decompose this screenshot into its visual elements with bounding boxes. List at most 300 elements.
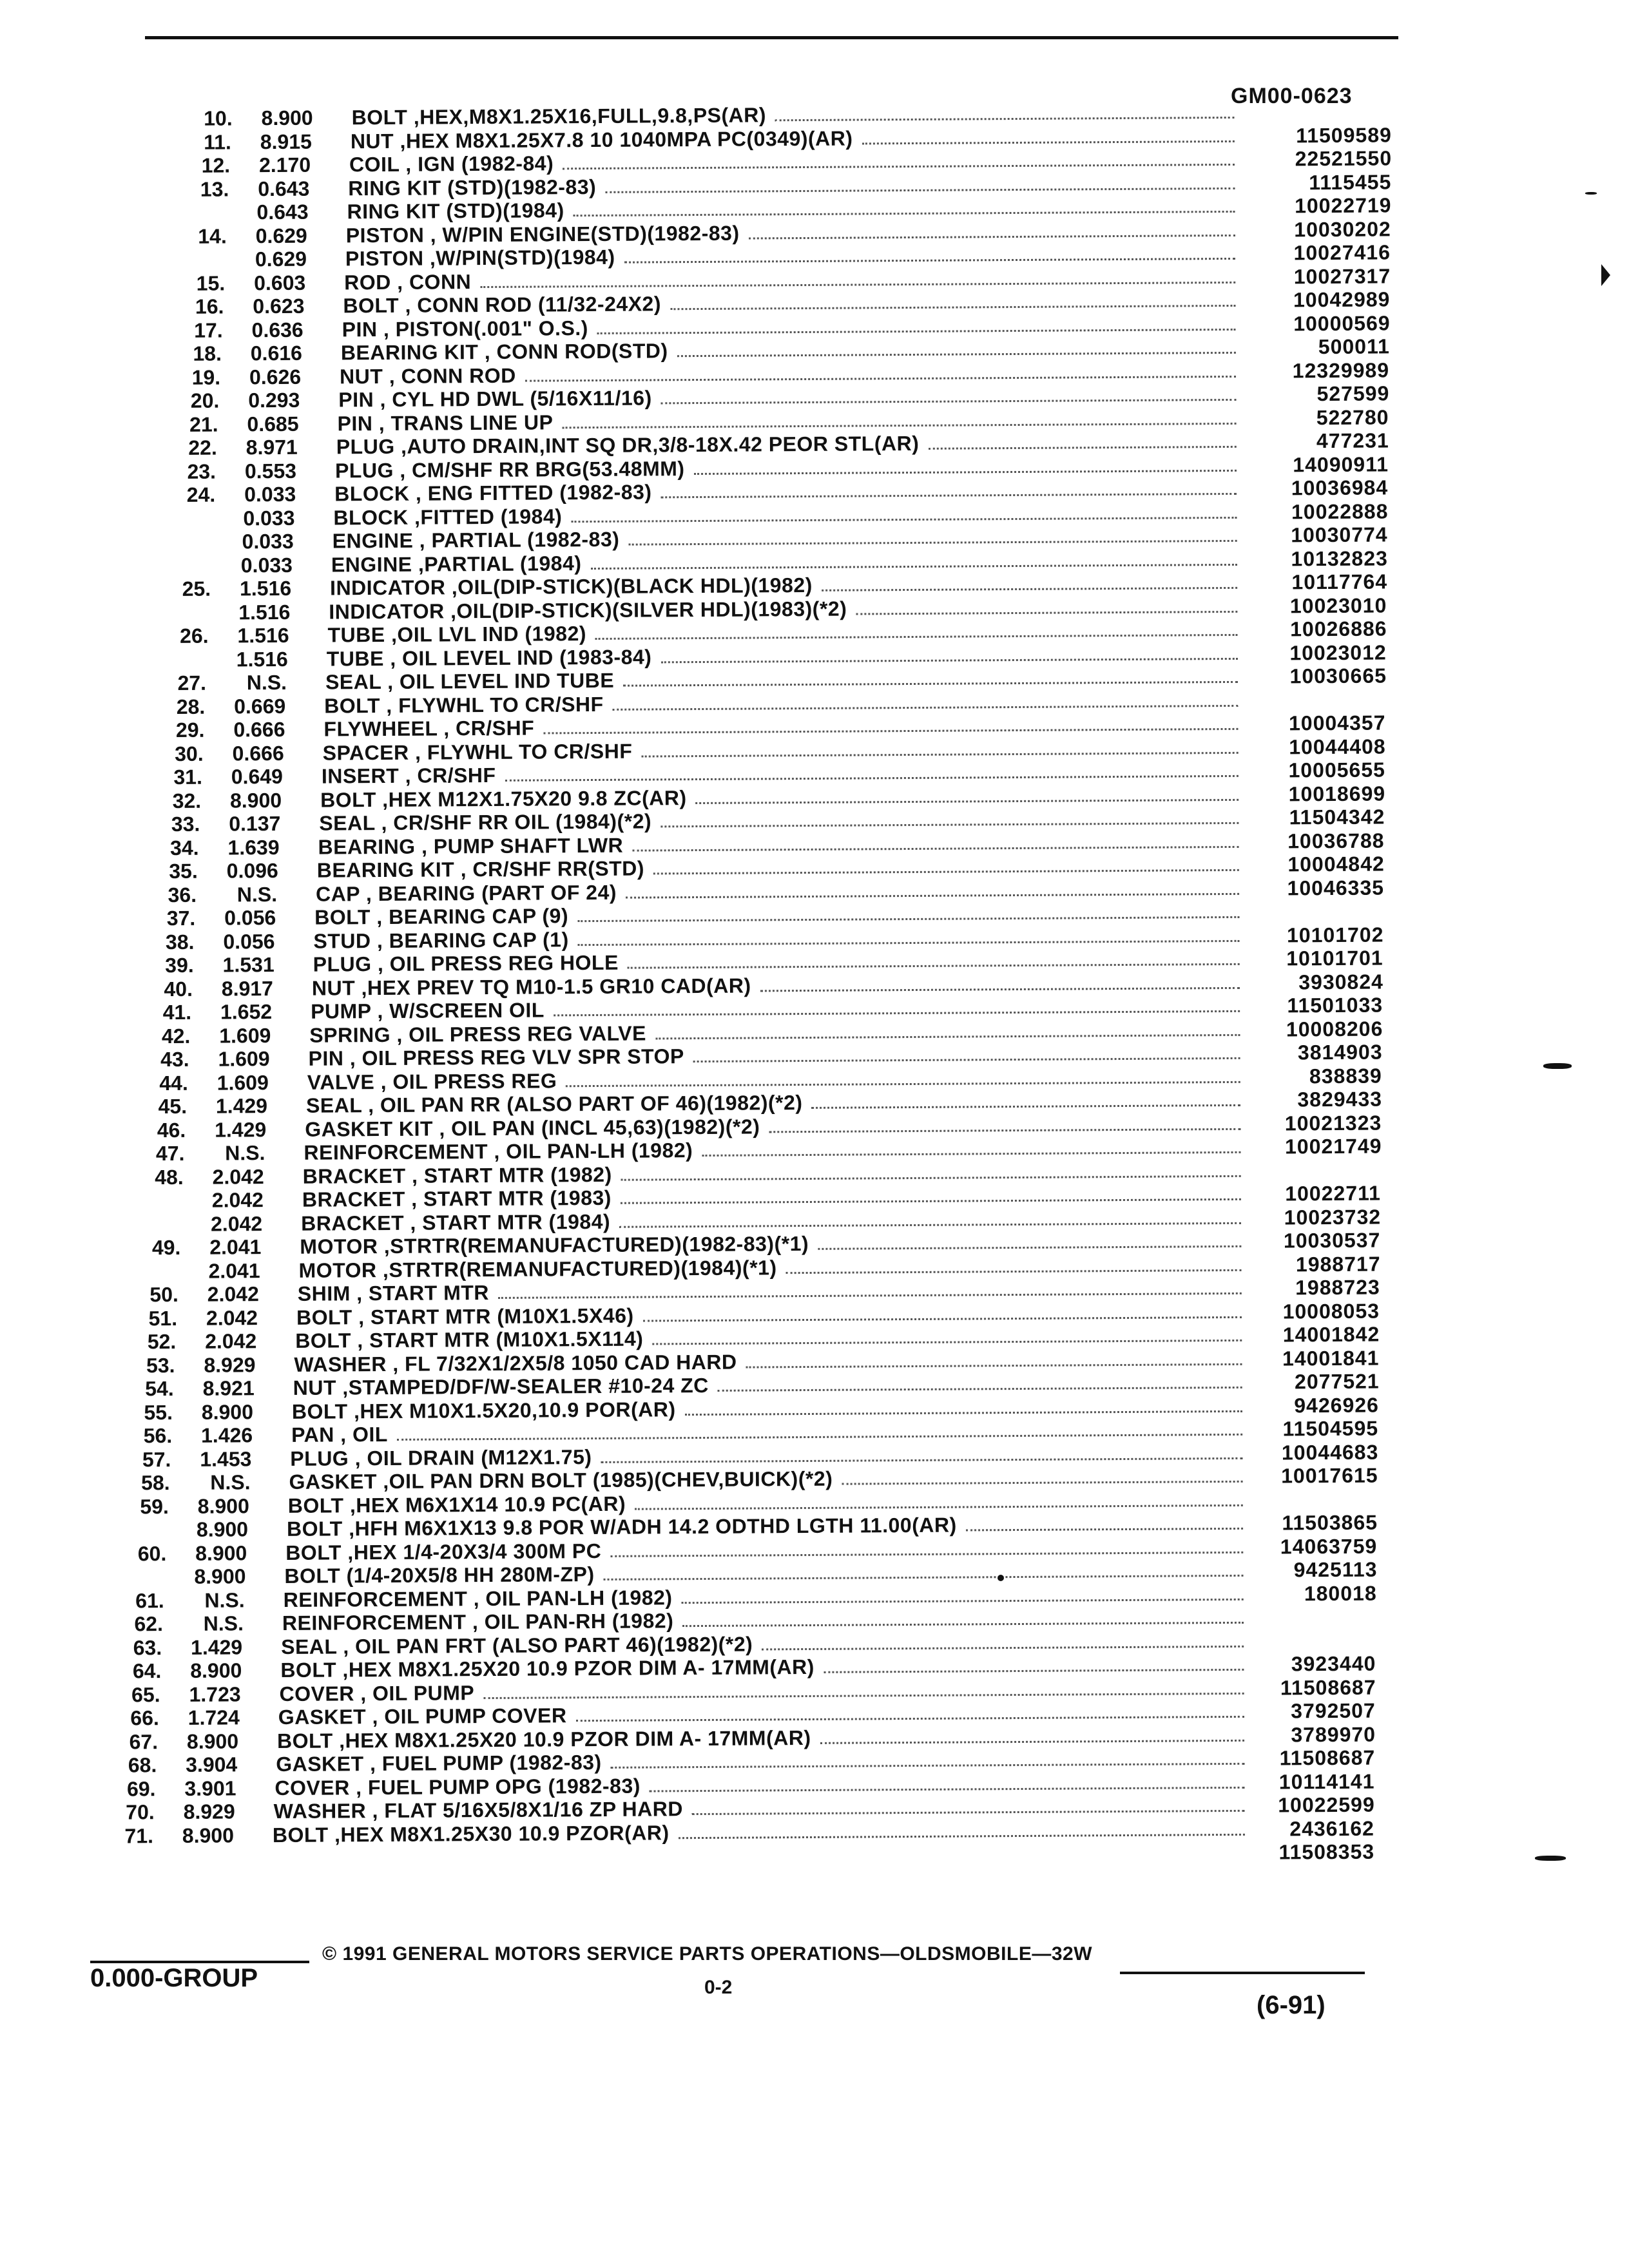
part-description: MOTOR ,STRTR(REMANUFACTURED)(1982-83)(*1) (300, 1231, 809, 1258)
item-number: 38. (165, 930, 195, 954)
part-number: 10023732 (1284, 1205, 1382, 1229)
group-number: 0.636 (251, 318, 304, 341)
part-description: BEARING , PUMP SHAFT LWR (318, 833, 624, 859)
part-description: PIN , CYL HD DWL (5/16X11/16) (338, 386, 652, 412)
item-number: 31. (173, 765, 203, 789)
item-number: 64. (132, 1659, 162, 1683)
dot-leader (397, 1434, 1242, 1441)
dot-leader (653, 869, 1239, 875)
part-description: PISTON , W/PIN ENGINE(STD)(1982-83) (345, 221, 740, 247)
part-number (1267, 1628, 1376, 1629)
part-description: GASKET KIT , OIL PAN (INCL 45,63)(1982)(*2) (305, 1114, 760, 1141)
item-number: 52. (147, 1329, 177, 1354)
item-number: 47. (155, 1141, 185, 1166)
part-description: PUMP , W/SCREEN OIL (311, 998, 545, 1023)
group-number: N.S. (225, 1141, 265, 1165)
dot-leader (574, 211, 1235, 216)
dot-leader (610, 1551, 1243, 1557)
dot-leader (820, 1739, 1244, 1744)
part-description: MOTOR ,STRTR(REMANUFACTURED)(1984)(*1) (298, 1255, 777, 1282)
dot-leader (660, 493, 1237, 498)
part-description: INSERT , CR/SHF (321, 763, 496, 788)
group-number: 0.666 (232, 741, 284, 765)
part-number: 10004357 (1288, 711, 1386, 735)
item-number: 63. (133, 1635, 162, 1659)
dot-leader (856, 610, 1237, 615)
dot-leader (498, 1293, 1242, 1299)
part-description: SHIM , START MTR (297, 1281, 490, 1305)
dot-leader (818, 1245, 1241, 1250)
part-number: 3792507 (1291, 1698, 1376, 1723)
scan-mark (1535, 1856, 1566, 1861)
group-number: 2.042 (205, 1329, 257, 1353)
part-number: 10021749 (1284, 1134, 1382, 1158)
dot-leader (749, 234, 1235, 239)
item-number: 28. (176, 695, 206, 718)
part-description: WASHER , FL 7/32X1/2X5/8 1050 CAD HARD (294, 1350, 737, 1376)
part-description: BOLT ,HEX M6X1X14 10.9 PC(AR) (287, 1492, 626, 1517)
part-number: 10036788 (1287, 829, 1385, 852)
item-number: 68. (128, 1753, 157, 1777)
item-number: 18. (193, 341, 222, 365)
part-number: 500011 (1318, 334, 1390, 359)
part-description: SEAL , OIL PAN FRT (ALSO PART 46)(1982)(*2) (281, 1632, 753, 1658)
part-number: 11504342 (1289, 805, 1385, 829)
parts-list (0, 98, 1629, 1872)
group-number: 2.042 (207, 1282, 259, 1306)
group-number: 1.724 (188, 1706, 240, 1729)
group-number: 1.609 (218, 1047, 270, 1071)
item-number: 57. (142, 1447, 171, 1471)
item-number: 11. (204, 130, 231, 154)
item-number: 29. (175, 718, 205, 742)
part-number: 10132823 (1291, 546, 1388, 570)
dot-leader (612, 704, 1238, 710)
item-number: 69. (126, 1776, 156, 1800)
group-number: 1.426 (200, 1423, 253, 1447)
part-description: ROD , CONN (344, 269, 472, 294)
dot-leader (619, 1222, 1241, 1227)
item-number: 49. (151, 1235, 181, 1260)
part-number: 10046335 (1287, 876, 1385, 899)
part-description: BRACKET , START MTR (1983) (302, 1186, 612, 1211)
dot-leader (563, 164, 1235, 169)
dot-leader (677, 352, 1236, 357)
part-description: BOLT , START MTR (M10X1.5X46) (296, 1303, 634, 1329)
part-number: 10101702 (1286, 923, 1384, 947)
page-number: 0-2 (704, 1977, 733, 1998)
item-number: 16. (195, 294, 224, 318)
dot-leader (601, 1457, 1242, 1463)
part-number: 10022719 (1295, 193, 1392, 218)
group-number: 0.293 (248, 388, 300, 412)
dot-leader (786, 1269, 1242, 1273)
dot-leader (633, 845, 1239, 851)
part-number: 10044408 (1289, 734, 1386, 758)
group-number: 0.629 (255, 224, 307, 247)
group-number: 1.652 (220, 1000, 273, 1024)
item-number: 39. (165, 953, 194, 977)
date-code: (6-91) (1257, 1991, 1325, 2019)
part-number: 10030537 (1283, 1228, 1381, 1253)
group-number: 1.429 (215, 1117, 267, 1142)
part-description: RING KIT (STD)(1984) (347, 198, 564, 224)
part-number: 2436162 (1289, 1816, 1375, 1840)
part-number: 9425113 (1293, 1557, 1378, 1582)
part-description: PIN , OIL PRESS REG VLV SPR STOP (308, 1044, 684, 1070)
item-number: 62. (134, 1612, 164, 1636)
dot-leader (576, 1716, 1244, 1722)
part-number: 14001841 (1282, 1346, 1380, 1370)
item-number: 54. (145, 1376, 174, 1401)
item-number: 21. (189, 412, 218, 436)
part-number: 10030774 (1291, 523, 1388, 547)
part-description: BLOCK , ENG FITTED (1982-83) (334, 480, 652, 506)
dot-leader (591, 563, 1237, 569)
item-number: 43. (160, 1047, 189, 1072)
group-number: 0.629 (255, 247, 307, 271)
part-number: 10004842 (1287, 852, 1385, 876)
item-number: 17. (194, 318, 223, 342)
part-number: 10018699 (1288, 781, 1386, 805)
part-number: 14001842 (1282, 1322, 1380, 1347)
group-number: 2.041 (208, 1258, 260, 1283)
group-number: 0.649 (231, 764, 284, 789)
group-number: 3.901 (184, 1776, 236, 1800)
item-number: 40. (164, 977, 193, 1001)
dot-leader (621, 1175, 1241, 1180)
part-number: 10008053 (1282, 1299, 1380, 1323)
part-number: 10008206 (1286, 1017, 1383, 1041)
part-number: 838839 (1309, 1064, 1382, 1088)
part-number: 11504595 (1282, 1416, 1379, 1441)
part-number: 10044683 (1281, 1440, 1379, 1464)
group-number: 1.429 (190, 1635, 243, 1659)
part-number: 10026886 (1290, 617, 1387, 641)
part-number: 14090911 (1293, 452, 1389, 476)
dot-leader (563, 422, 1237, 428)
dot-leader (679, 1833, 1245, 1838)
group-number: 0.669 (234, 694, 286, 718)
dot-leader (621, 1198, 1241, 1204)
part-number: 11508687 (1279, 1745, 1376, 1770)
dot-leader (571, 516, 1237, 522)
part-description: PISTON ,W/PIN(STD)(1984) (345, 245, 615, 271)
dot-leader (811, 1104, 1240, 1109)
group-number: 0.033 (244, 482, 296, 506)
dot-leader (842, 1481, 1243, 1485)
dot-leader (762, 1645, 1244, 1650)
group-number: 8.900 (201, 1399, 254, 1424)
part-description: PLUG , CM/SHF RR BRG(53.48MM) (334, 456, 685, 482)
dot-leader (760, 986, 1240, 992)
group-number: 0.033 (243, 506, 295, 530)
group-number: 0.643 (256, 200, 309, 224)
dot-leader (682, 1598, 1244, 1603)
group-number: 1.429 (215, 1094, 268, 1118)
group-number: 0.666 (233, 717, 285, 742)
group-label: 0.000-GROUP (90, 1964, 258, 1992)
part-description: BOLT (1/4-20X5/8 HH 280M-ZP) (284, 1562, 595, 1588)
group-number: 0.623 (253, 294, 305, 318)
part-number: 10101701 (1286, 946, 1383, 970)
group-number: 1.516 (238, 600, 291, 624)
part-description: WASHER , FLAT 5/16X5/8X1/16 ZP HARD (273, 1797, 683, 1823)
part-description: PLUG , OIL PRESS REG HOLE (313, 950, 619, 976)
group-number: N.S. (236, 882, 278, 906)
part-number: 3814903 (1297, 1040, 1383, 1064)
dot-leader (650, 1786, 1245, 1792)
item-number: 12. (201, 153, 231, 177)
dot-leader (692, 1810, 1245, 1815)
item-number: 37. (166, 906, 196, 930)
group-number: 8.900 (186, 1729, 239, 1753)
dot-leader (643, 1316, 1242, 1321)
part-description: BOLT ,HEX M8X1.25X30 10.9 PZOR(AR) (272, 1820, 670, 1847)
part-number: 3930824 (1298, 970, 1383, 994)
item-number: 25. (182, 577, 211, 601)
dot-leader (660, 399, 1236, 404)
item-number: 45. (158, 1094, 188, 1119)
part-number: 477231 (1316, 428, 1389, 453)
part-description: CAP , BEARING (PART OF 24) (315, 880, 617, 906)
item-number: 44. (159, 1071, 188, 1095)
item-number: 42. (161, 1024, 191, 1048)
item-number: 58. (140, 1471, 170, 1495)
part-number: 11503865 (1282, 1510, 1378, 1535)
part-description: BEARING KIT , CR/SHF RR(STD) (316, 856, 645, 882)
group-number: 8.971 (246, 435, 298, 459)
dot-leader (610, 1763, 1244, 1769)
part-description: SPACER , FLYWHL TO CR/SHF (322, 739, 633, 765)
part-description: BOLT , BEARING CAP (9) (314, 904, 569, 929)
group-number: 2.042 (206, 1305, 258, 1330)
item-number: 51. (148, 1306, 178, 1330)
group-number: 8.900 (190, 1658, 242, 1682)
dot-leader (702, 1151, 1240, 1157)
group-number: 0.553 (244, 459, 297, 483)
part-description: TUBE ,OIL LVL IND (1982) (327, 622, 587, 647)
part-number: 12329989 (1292, 358, 1390, 382)
item-number: 24. (186, 483, 216, 506)
dot-leader (635, 1504, 1243, 1510)
group-number: 2.041 (209, 1235, 262, 1259)
dot-leader (718, 1387, 1242, 1392)
dot-leader (577, 939, 1239, 945)
group-number: 1.609 (219, 1023, 271, 1048)
group-number: 8.900 (194, 1564, 246, 1588)
group-number: 0.137 (229, 811, 281, 836)
part-number: 10114141 (1278, 1769, 1375, 1794)
group-number: 8.900 (196, 1517, 249, 1541)
dot-leader (525, 375, 1236, 381)
item-number: 67. (129, 1729, 159, 1753)
part-number: 180018 (1304, 1581, 1377, 1605)
footer-rule-left (90, 1961, 309, 1963)
item-number: 34. (169, 836, 199, 860)
item-number: 10. (204, 106, 233, 130)
part-number: 10022711 (1285, 1181, 1381, 1206)
item-number: 13. (200, 177, 229, 201)
part-description: REINFORCEMENT , OIL PAN-LH (1982) (283, 1585, 673, 1611)
part-description: BRACKET , START MTR (1984) (301, 1209, 611, 1235)
group-number: 0.643 (258, 177, 310, 200)
item-number: 19. (191, 365, 221, 389)
item-number: 46. (157, 1118, 186, 1142)
part-description: STUD , BEARING CAP (1) (313, 927, 569, 953)
part-description: NUT ,STAMPED/DF/W-SEALER #10-24 ZC (293, 1373, 709, 1399)
group-number: 0.096 (226, 858, 278, 883)
part-description: SEAL , OIL PAN RR (ALSO PART OF 46)(1982)(*2) (305, 1091, 803, 1117)
group-number: 3.904 (186, 1753, 238, 1776)
group-number: 2.170 (258, 153, 311, 177)
part-number: 1988717 (1295, 1252, 1381, 1276)
group-number: 8.900 (197, 1494, 249, 1518)
group-number: 0.626 (249, 365, 302, 389)
group-number: 0.056 (224, 906, 276, 930)
part-number: 10042989 (1293, 287, 1391, 312)
item-number: 33. (171, 812, 200, 836)
scan-mark (998, 1575, 1004, 1581)
part-description: NUT ,HEX M8X1.25X7.8 10 1040MPA PC(0349)(AR) (350, 126, 853, 153)
group-number: 8.917 (221, 976, 274, 1001)
part-description: COIL , IGN (1982-84) (349, 151, 554, 177)
part-number: 22521550 (1295, 146, 1393, 171)
group-number: 1.723 (189, 1682, 241, 1706)
item-number: 36. (168, 883, 197, 907)
part-description: BOLT ,HFH M6X1X13 9.8 POR W/ADH 14.2 ODTHD LGTH 11.00(AR) (286, 1513, 957, 1541)
dot-leader (661, 657, 1238, 662)
item-number: 59. (140, 1494, 169, 1518)
item-number: 26. (179, 624, 209, 648)
part-description: BOLT , START MTR (M10X1.5X114) (295, 1327, 644, 1352)
item-number: 60. (137, 1541, 167, 1565)
part-number (1268, 1605, 1377, 1606)
part-description: BOLT ,HEX M8X1.25X20 10.9 PZOR DIM A- 17MM(AR) (276, 1725, 811, 1753)
copyright-line: © 1991 GENERAL MOTORS SERVICE PARTS OPERATIONS—OLDSMOBILE—32W (322, 1943, 1093, 1965)
part-number: 10030665 (1289, 664, 1387, 688)
part-description: REINFORCEMENT , OIL PAN-LH (1982) (304, 1139, 693, 1164)
item-number: 14. (198, 224, 227, 248)
part-description: SEAL , CR/SHF RR OIL (1984)(*2) (319, 809, 652, 835)
group-number: N.S. (204, 1588, 245, 1612)
part-description: BRACKET , START MTR (1982) (302, 1162, 612, 1188)
group-number: N.S. (210, 1470, 251, 1494)
dot-leader (695, 798, 1239, 803)
scan-mark (1585, 192, 1597, 195)
part-number: 11509589 (1296, 122, 1392, 147)
dot-leader (624, 258, 1235, 264)
item-number: 71. (124, 1823, 154, 1847)
item-number: 53. (146, 1353, 175, 1377)
group-number: 1.516 (239, 576, 292, 601)
dot-leader (642, 751, 1239, 757)
part-description: BOLT , CONN ROD (11/32-24X2) (343, 292, 662, 318)
part-number: 10030202 (1294, 216, 1391, 241)
item-number: 66. (130, 1706, 159, 1730)
footer-rule-right (1120, 1972, 1365, 1974)
part-number: 10022599 (1278, 1792, 1375, 1817)
part-description: INDICATOR ,OIL(DIP-STICK)(SILVER HDL)(1983)(*2) (329, 597, 847, 624)
dot-leader (929, 446, 1237, 450)
part-description: BEARING KIT , CONN ROD(STD) (340, 339, 668, 365)
dot-leader (629, 540, 1237, 546)
dot-leader (623, 681, 1238, 687)
group-number: 1.516 (237, 623, 289, 648)
part-description: INDICATOR ,OIL(DIP-STICK)(BLACK HDL)(1982) (330, 573, 813, 600)
part-description: NUT , CONN ROD (339, 363, 516, 388)
group-number: 8.900 (195, 1541, 247, 1565)
group-number: N.S. (246, 670, 287, 695)
part-description: BLOCK ,FITTED (1984) (333, 504, 563, 529)
group-number: 8.900 (182, 1823, 235, 1847)
item-number: 30. (175, 742, 204, 765)
group-number: 1.516 (236, 647, 288, 671)
part-description: REINFORCEMENT , OIL PAN-RH (1982) (282, 1609, 674, 1635)
part-description: BOLT ,HEX M12X1.75X20 9.8 ZC(AR) (320, 785, 687, 812)
group-number: 8.929 (204, 1352, 256, 1377)
part-number: 527599 (1316, 381, 1390, 406)
part-description: PIN , PISTON(.001" O.S.) (342, 316, 588, 341)
group-number: 0.603 (254, 271, 306, 294)
part-number: 11501033 (1287, 993, 1383, 1017)
part-description: BOLT ,HEX M8X1.25X20 10.9 PZOR DIM A- 17MM(AR) (280, 1655, 815, 1682)
part-number: 522780 (1316, 405, 1389, 429)
part-number: 10036984 (1291, 476, 1389, 500)
group-number: 0.033 (242, 529, 294, 553)
part-number: 14063759 (1280, 1534, 1378, 1559)
part-number: 1988723 (1295, 1275, 1380, 1300)
item-number: 70. (126, 1800, 155, 1824)
part-number: 10023010 (1289, 593, 1387, 617)
group-number: 1.531 (222, 953, 275, 977)
dot-leader (746, 1363, 1242, 1368)
group-number: N.S. (203, 1611, 244, 1635)
part-number: 3829433 (1297, 1087, 1383, 1111)
dot-leader (685, 1410, 1242, 1415)
item-number (81, 1847, 152, 1848)
item-number: 61. (135, 1588, 164, 1612)
dot-leader (682, 1622, 1244, 1627)
part-number: 11508353 (1278, 1840, 1375, 1864)
part-description: ENGINE , PARTIAL (1982-83) (332, 527, 620, 553)
group-number: 1.453 (200, 1446, 252, 1471)
part-number: 10023012 (1289, 640, 1387, 664)
part-description: PAN , OIL (291, 1422, 388, 1446)
dot-leader (543, 728, 1238, 735)
group-number: 0.056 (223, 929, 275, 954)
group-number: 0.616 (250, 341, 302, 365)
part-number: 3923440 (1291, 1651, 1376, 1676)
part-number: 10027317 (1293, 264, 1391, 288)
dot-leader (660, 822, 1239, 827)
part-number (1269, 1487, 1378, 1488)
part-description: BOLT ,HEX M10X1.5X20,10.9 POR(AR) (291, 1397, 676, 1423)
part-number: 9426926 (1294, 1393, 1379, 1417)
part-description: ENGINE ,PARTIAL (1984) (331, 551, 582, 576)
dot-leader (822, 587, 1237, 591)
part-description: PLUG ,AUTO DRAIN,INT SQ DR,3/8-18X.42 PEOR STL(AR) (336, 431, 920, 459)
part-number: 10022888 (1291, 499, 1389, 523)
part-description: SPRING , OIL PRESS REG VALVE (309, 1021, 646, 1047)
dot-leader (604, 1575, 1244, 1581)
dot-leader (966, 1528, 1243, 1532)
group-number: 8.900 (261, 106, 313, 130)
item-number: 27. (177, 671, 207, 695)
scan-mark (1543, 1063, 1572, 1069)
group-number: 8.900 (229, 788, 282, 812)
dot-leader (595, 634, 1238, 640)
